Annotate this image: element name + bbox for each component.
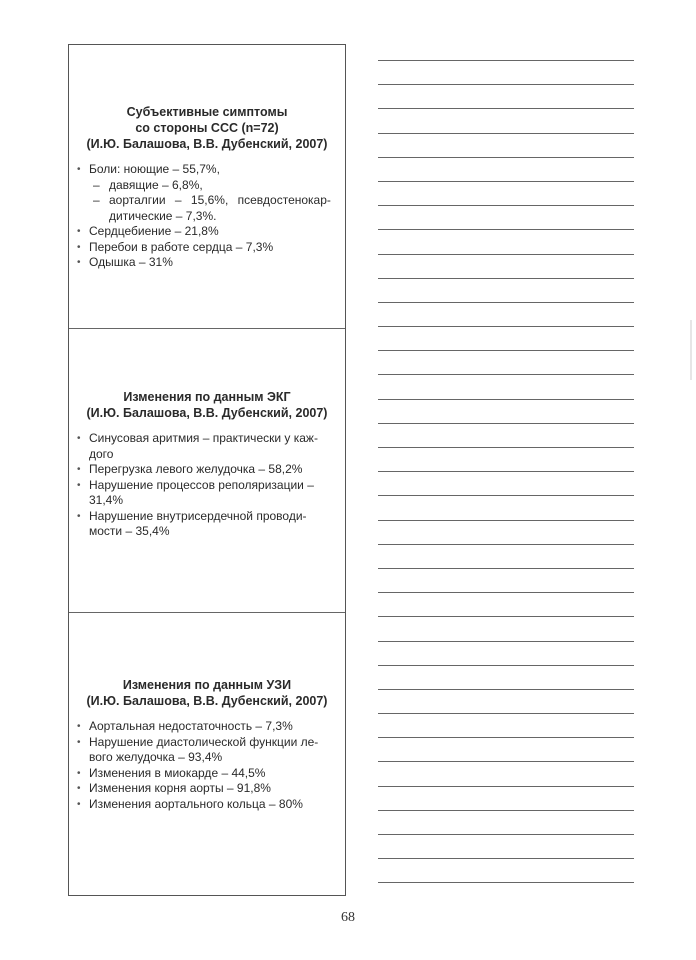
page-number: 68 [341, 910, 355, 925]
list-item [75, 719, 333, 735]
bullet-list [75, 719, 333, 812]
note-line [378, 592, 634, 593]
list-item [75, 478, 333, 509]
note-line [378, 350, 634, 351]
item-text: Боли: ноющие – 55,7%, [89, 162, 220, 176]
note-line [378, 447, 634, 448]
note-line [378, 278, 634, 279]
sub-item [89, 193, 333, 209]
note-line [378, 302, 634, 303]
title-line: (И.Ю. Балашова, В.В. Дубенский, 2007) [86, 694, 328, 708]
list-item [75, 462, 333, 478]
bullet-list [75, 162, 333, 271]
list-item [75, 255, 333, 271]
list-item [75, 797, 333, 813]
item-text: 31,4% [89, 493, 124, 507]
note-line [378, 520, 634, 521]
bullet-list [75, 431, 333, 540]
note-line [378, 689, 634, 690]
note-line [378, 229, 634, 230]
item-text: вого желудочка – 93,4% [89, 750, 223, 764]
slide-ecg-changes [69, 329, 345, 613]
note-line [378, 495, 634, 496]
note-line [378, 568, 634, 569]
item-text: Одышка – 31% [89, 255, 173, 269]
list-item [75, 781, 333, 797]
slide-title [75, 45, 333, 152]
note-line [378, 665, 634, 666]
note-line [378, 641, 634, 642]
item-text: мости – 35,4% [89, 524, 170, 538]
item-text: • Перегрузка левого желудочка – 58,2% [89, 462, 303, 476]
sub-item-text: давящие – 6,8%, [109, 177, 203, 192]
title-line: (И.Ю. Балашова, В.В. Дубенский, 2007) [86, 137, 328, 151]
note-line [378, 810, 634, 811]
sub-list [89, 178, 333, 225]
slides-panel [68, 44, 346, 896]
note-line [378, 786, 634, 787]
item-text: • Нарушение внутрисердечной проводи- [89, 508, 307, 523]
note-line [378, 737, 634, 738]
title-line: со стороны ССС (n=72) [135, 121, 279, 135]
list-item [75, 509, 333, 540]
note-line [378, 84, 634, 85]
scan-edge-mark [690, 320, 692, 380]
note-line [378, 254, 634, 255]
slide-subjective-symptoms [69, 45, 345, 329]
dash-icon: – [93, 193, 100, 207]
note-line [378, 882, 634, 883]
sub-item-text: дитические – 7,3%. [109, 208, 217, 223]
list-item [75, 431, 333, 462]
title-line: Изменения по данным УЗИ [122, 678, 292, 692]
list-item [75, 162, 333, 224]
title-line: (И.Ю. Балашова, В.В. Дубенский, 2007) [86, 406, 328, 420]
list-item [75, 766, 333, 782]
title-line: Субъективные симптомы [126, 105, 288, 119]
note-line [378, 471, 634, 472]
note-line [378, 858, 634, 859]
item-text: Перебои в работе сердца – 7,3% [89, 239, 274, 254]
note-line [378, 834, 634, 835]
note-line [378, 205, 634, 206]
note-line [378, 713, 634, 714]
note-line [378, 399, 634, 400]
note-line [378, 326, 634, 327]
note-line [378, 616, 634, 617]
item-text: • Изменения корня аорты – 91,8% [89, 781, 271, 795]
sub-item-continuation [89, 209, 333, 225]
list-item [75, 224, 333, 240]
slide-title [75, 613, 333, 709]
item-text: • Синусовая аритмия – практически у каж- [89, 431, 318, 445]
item-text: • Нарушение процессов реполяризации – [89, 477, 314, 492]
item-text: • Изменения аортального кольца – 80% [89, 796, 303, 811]
item-text: дого [89, 446, 114, 461]
note-line [378, 423, 634, 424]
note-line [378, 761, 634, 762]
list-item [75, 240, 333, 256]
item-text: Сердцебиение – 21,8% [89, 224, 219, 238]
note-line [378, 181, 634, 182]
note-line [378, 108, 634, 109]
note-line [378, 544, 634, 545]
list-item [75, 735, 333, 766]
notes-lines [378, 60, 634, 907]
note-line [378, 374, 634, 375]
slide-ultrasound-changes [69, 613, 345, 895]
dash-icon: – [93, 177, 100, 192]
item-text: • Изменения в миокарде – 44,5% [89, 765, 266, 780]
note-line [378, 60, 634, 61]
slide-title [75, 329, 333, 421]
sub-item [89, 178, 333, 194]
item-text: • Аортальная недостаточность – 7,3% [89, 719, 293, 733]
item-text: • Нарушение диастолической функции ле- [89, 734, 319, 749]
sub-item-text: аорталгии – 15,6%, псевдостенокар- [109, 193, 331, 207]
note-line [378, 133, 634, 134]
title-line: Изменения по данным ЭКГ [123, 390, 291, 404]
note-line [378, 157, 634, 158]
